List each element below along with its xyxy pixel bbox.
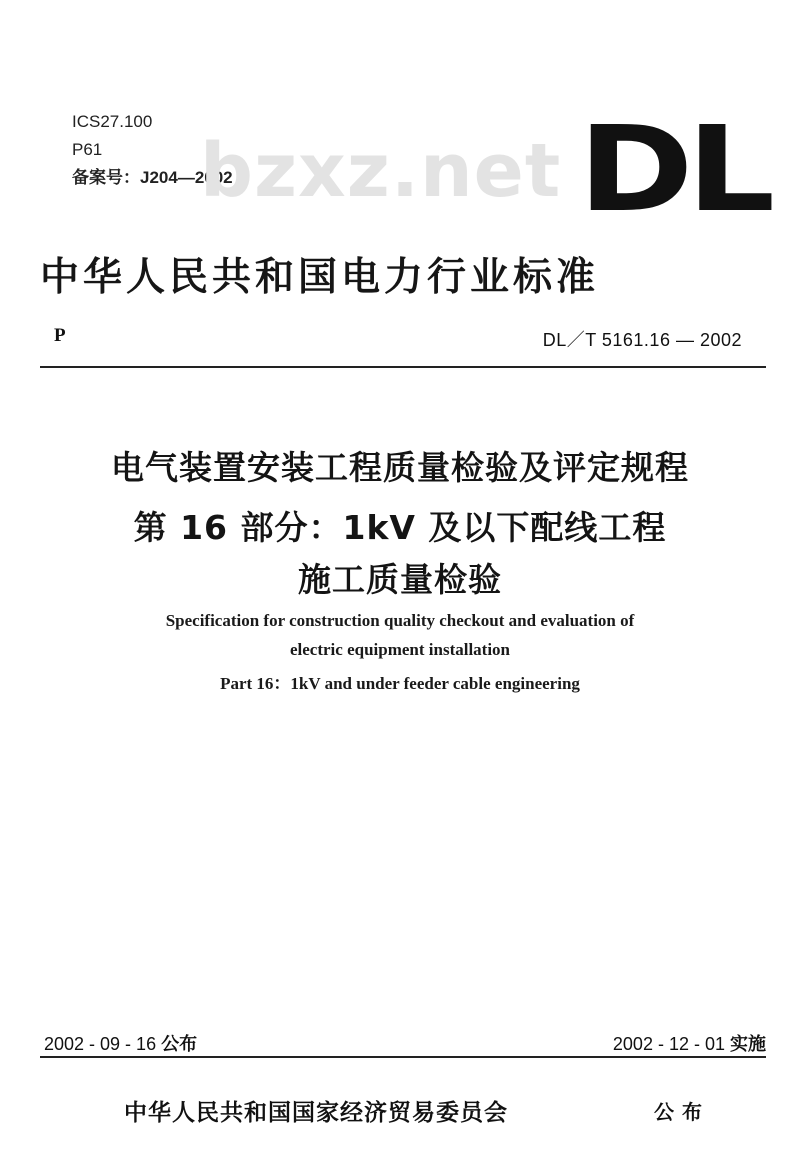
main-title-line-2: 第 16 部分：1kV 及以下配线工程: [133, 508, 667, 547]
bottom-divider: [40, 1056, 766, 1058]
issue-label: 公布: [654, 1100, 710, 1124]
english-title-line-3: Part 16：1kV and under feeder cable engineering: [220, 674, 580, 693]
publish-date-value: 2002 - 09 - 16: [44, 1034, 157, 1054]
ccs-code: P61: [72, 140, 103, 159]
top-divider: [40, 366, 766, 368]
english-title-line-1: Specification for construction quality checkout and evaluation of: [165, 611, 635, 630]
effective-date-value: 2002 - 12 - 01: [612, 1034, 725, 1054]
publish-date: [44, 1030, 197, 1056]
english-title-line-2: electric equipment installation: [289, 640, 511, 659]
classification-code: P: [54, 325, 66, 346]
main-title-line-3: 施工质量检验: [298, 560, 502, 599]
effective-date: [613, 1030, 766, 1056]
watermark: bzxz.net: [200, 128, 562, 214]
dl-logo: DL: [578, 100, 769, 238]
issuing-authority: 中华人民共和国国家经济贸易委员会: [124, 1100, 508, 1126]
standard-number: DL／T 5161.16 — 2002: [542, 330, 742, 350]
publish-label: 公布: [161, 1034, 198, 1055]
ics-code: ICS27.100: [72, 112, 153, 131]
effective-label: 实施: [730, 1034, 766, 1055]
main-title-line-1: 电气装置安装工程质量检验及评定规程: [111, 448, 689, 487]
standard-banner-title: 中华人民共和国电力行业标准: [40, 255, 600, 300]
record-number: 备案号：J204—2002: [72, 168, 233, 187]
